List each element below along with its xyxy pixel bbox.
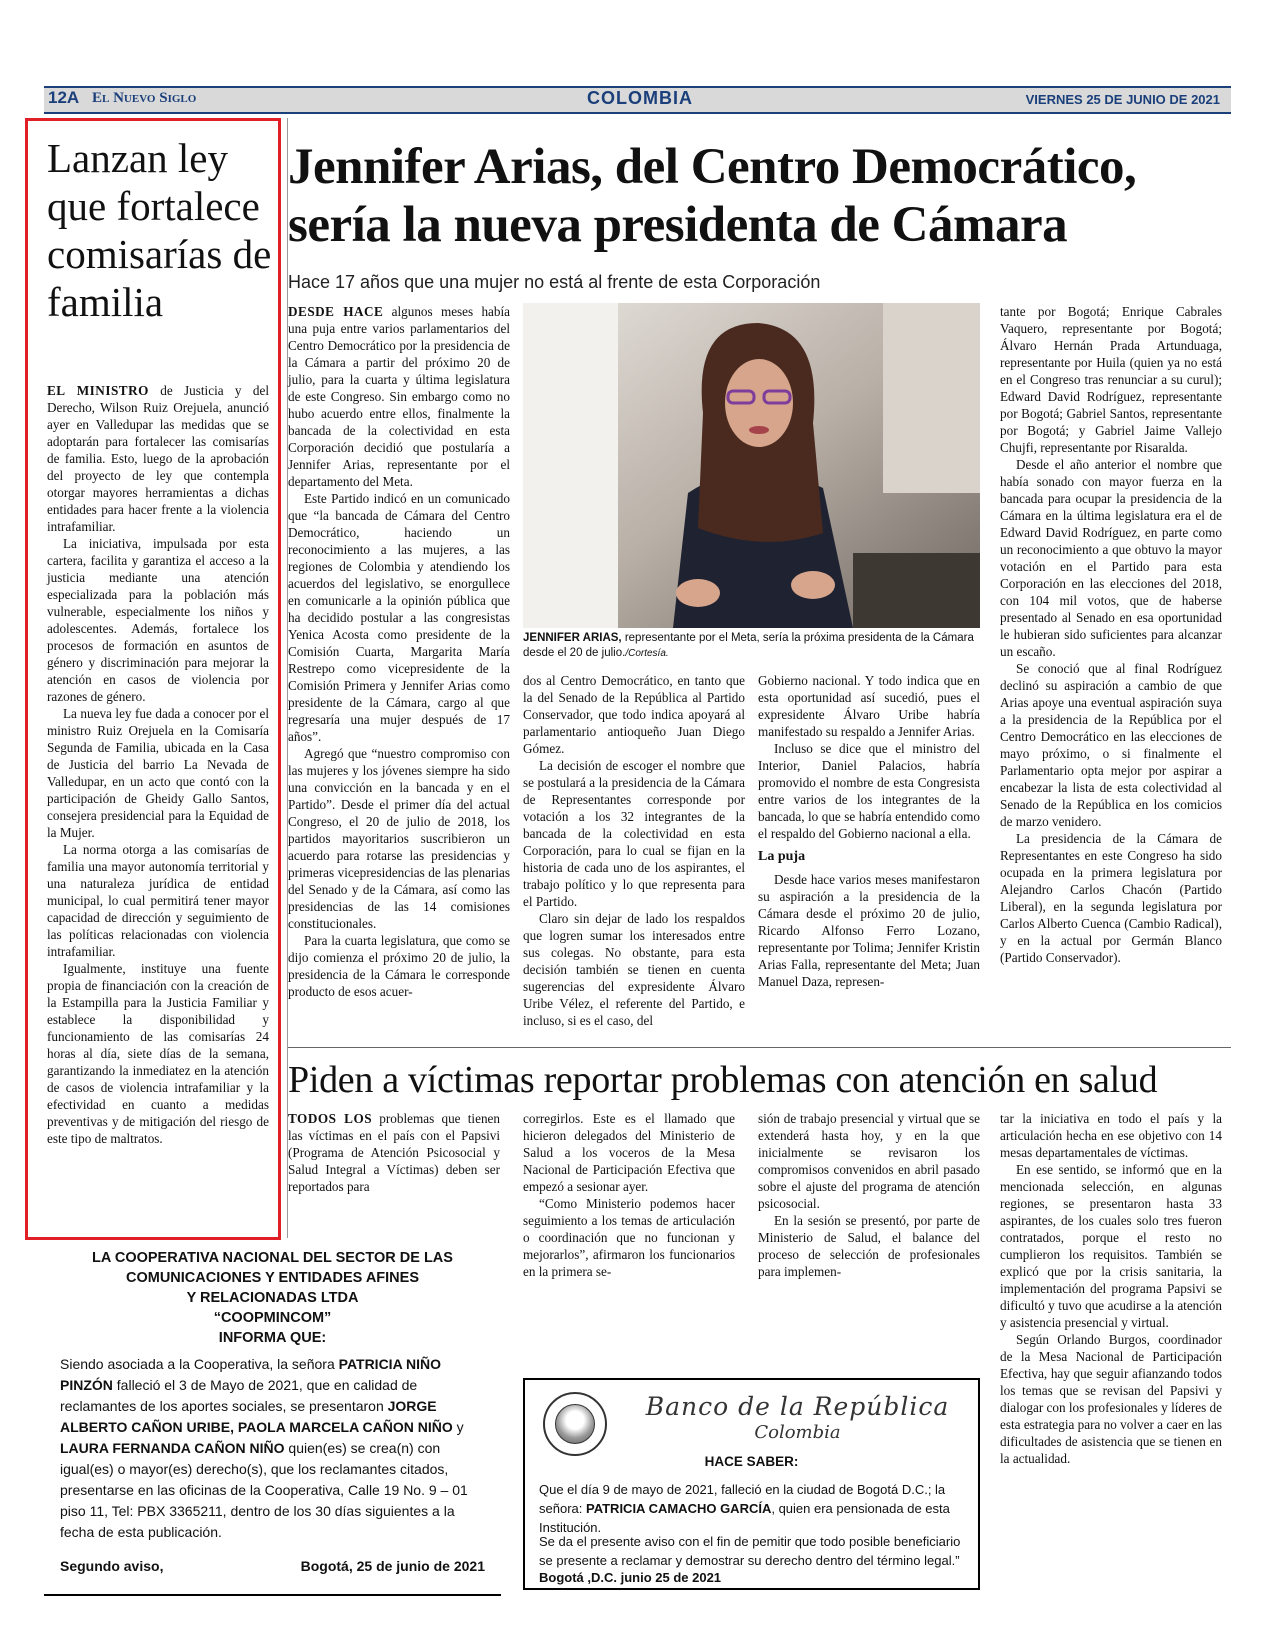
notice1-body <box>44 1354 501 1543</box>
second-c1-p1 <box>288 1110 500 1195</box>
notice1-footer <box>60 1558 485 1574</box>
notice1-line5: INFORMA QUE: <box>218 1330 327 1346</box>
main-c1-p4: Para la cuarta legislatura, que como se dijo comienza el próximo 20 de julio, la presidencia de la Cámara le corresponde producto de esos acuer- <box>288 933 510 999</box>
notice2-p1c: , quien era pensionada de esta Institución. <box>539 1501 950 1535</box>
main-column-3 <box>758 672 980 990</box>
left-story-body <box>47 382 269 1147</box>
notice2-p2: Se da el presente aviso con el fin de pemitir que todo posible beneficiario se presente a reclamar y demostrar su derecho dentro del término legal.” <box>539 1534 961 1568</box>
notice1-t4: quien(es) se crea(n) con igual(es) o mayor(es) derecho(s), que los reclamantes citados, presentarse en las oficinas de la Cooperativa, Calle 19 No. 9 – 01 piso 11, Tel: PBX 3365211, dentro de los 30 días siguientes a la fecha de esta publicación. <box>60 1440 468 1540</box>
main-c1-p1-text: algunos meses había una puja entre varios parlamentarios del Centro Democrático por la presidencia de la Cámara a partir del próximo 20 de julio, para la cuarta y última legislatura de este Congreso. Sin embargo como no hubo acuerdo entre ellos, finalmente la bancada de la colectividad en esta Corporación decidió que postularía a Jennifer Arias, representante por el departamento del Meta. <box>288 304 511 489</box>
story-photo <box>523 303 980 628</box>
notice1-t2: falleció el 3 de Mayo de 2021, que en calidad de reclamantes de los aportes sociales, se presentaron <box>60 1377 418 1414</box>
main-subhead: La puja <box>758 849 806 864</box>
main-subheadline: Hace 17 años que una mujer no está al frente de esta Corporación <box>288 272 821 292</box>
main-c1-p2: Este Partido indicó en un comunicado que “la bancada de Cámara del Centro Democrático, haciendo un reconocimiento a las mujeres, a las regiones de Colombia y atendiendo los acuerdos del legislativo, se enorgullece en comunicarle a la opinión pública que ha decidido postular a las congresistas Yenica Acosta como presidente de la Comisión Cuarta, Margarita María Restrepo como vicepresidente de la Comisión Primera y Jennifer Arias como presidente de la Cámara, cargo al que regresaría una mujer después de 17 años”. <box>288 491 510 744</box>
left-story-p1 <box>47 382 269 535</box>
second-c4-p1: tar la iniciativa en todo el país y la articulación hecha en ese objetivo con 14 mesas departamentales de víctimas. <box>1000 1111 1222 1160</box>
bank-seal-icon <box>543 1392 607 1456</box>
second-c2-p1: corregirlos. Este es el llamado que hicieron delegados del Ministerio de Salud a los voceros de la Mesa Nacional de Participación Efectiva que empezó a sesionar ayer. <box>523 1111 735 1194</box>
notice2-p1 <box>539 1480 964 1537</box>
notice1-bottom-rule <box>44 1594 501 1596</box>
second-column-2 <box>523 1110 735 1280</box>
notice1-line3: Y RELACIONADAS LTDA <box>186 1290 359 1306</box>
bank-name: Banco de la República <box>645 1392 950 1421</box>
main-c3-p1: Gobierno nacional. Y todo indica que en esta oportunidad así sucedió, pues el expresidente Álvaro Uribe habría manifestado su respaldo a Jennifer Arias. <box>758 673 980 739</box>
notice1-line2: COMUNICACIONES Y ENTIDADES AFINES <box>126 1270 419 1286</box>
left-story-p1-text: de Justicia y del Derecho, Wilson Ruiz Orejuela, anunció ayer en Valledupar las medidas que se adoptarán para fortalecer las comisarías de familia. Esto, luego de la aprobación del proyecto de ley que contempla otorgar mayores herramientas a dichas entidades para hacer frente a la violencia intrafamiliar. <box>47 383 269 534</box>
second-column-3 <box>758 1110 980 1280</box>
main-c2-p1: dos al Centro Democrático, en tanto que la del Senado de la República al Partido Conservador, que todo indica apoyará al parlamentario antioqueño Juan Diego Gómez. <box>523 673 745 756</box>
notice2-p1a: Que el día 9 de mayo de 2021, falleció en la ciudad de Bogotá D.C.; la señora: <box>539 1482 946 1516</box>
second-column-1 <box>288 1110 500 1195</box>
notice2-footer: Bogotá ,D.C. junio 25 de 2021 <box>539 1570 722 1585</box>
photo-caption <box>523 631 980 661</box>
left-story-p4: La norma otorga a las comisarías de familia una mayor autonomía territorial y una naturaleza jurídica de entidad municipal, lo cual permitirá tener mayor capacidad de dirección y seguimiento de las políticas relacionadas con violencia intrafamiliar. <box>47 842 269 959</box>
main-c4-p4: La presidencia de la Cámara de Representantes en este Congreso ha sido ocupada en la primera legislatura por Alejandro Carlos Chacón (Partido Liberal), en la segunda legislatura por Carlos Alberto Cuenca (Cambio Radical), y en la actual por Germán Blanco (Partido Conservador). <box>1000 831 1222 965</box>
notice1-header <box>44 1240 501 1348</box>
notice1-line1: LA COOPERATIVA NACIONAL DEL SECTOR DE LAS <box>92 1250 453 1266</box>
notice1-foot-right: Bogotá, 25 de junio de 2021 <box>300 1558 485 1574</box>
second-c2-p2: “Como Ministerio podemos hacer seguimiento a los temas de articulación o coordinación que no funcionan y mejorarlos”, afirmaron los funcionarios en la primera se- <box>523 1196 735 1279</box>
main-column-1 <box>288 303 510 1000</box>
caption-credit: /Cortesía. <box>625 648 669 659</box>
section-divider <box>288 1047 1231 1048</box>
second-column-4 <box>1000 1110 1222 1467</box>
main-c3-p2: Incluso se dice que el ministro del Interior, Daniel Palacios, habría promovido el nombre de esta Congresista entre varios de los integrantes de la bancada, lo que se habría entendido como el respaldo del Gobierno nacional a ella. <box>758 741 980 841</box>
main-c1-p3: Agregó que “nuestro compromiso con las mujeres y los jóvenes siempre ha sido una convicción en la bancada y en el Partido”. Desde el primer día del actual Congreso, el 20 de julio de 2018, los partidos mayoritarios suscribieron un acuerdo para rotarse las presidencias y primeras vicepresidencias de las plenarias del Senado y de la Cámara, así como las presidencias de las 14 comisiones constitucionales. <box>288 746 510 931</box>
issue-date: VIERNES 25 DE JUNIO DE 2021 <box>1025 92 1220 107</box>
caption-name: JENNIFER ARIAS, <box>523 632 622 644</box>
left-story-headline: Lanzan ley que fortalece comisarías de familia <box>47 135 272 325</box>
notice1-b2: JORGE ALBERTO CAÑON URIBE, PAOLA MARCELA CAÑON NIÑO <box>60 1398 453 1435</box>
second-c3-p1: sión de trabajo presencial y virtual que se extenderá hasta hoy, y en la que inicialmente se revisaron los compromisos convenidos en abril pasado sobre el ajuste del programa de atención psicosocial. <box>758 1111 980 1211</box>
main-column-2 <box>523 672 745 1029</box>
main-c4-p3: Se conoció que al final Rodríguez declinó su aspiración a cambio de que Arias apoye una eventual aspiración suya a la presidencia de la República por el Centro Democrático en las elecciones de mayo próximo, o si finalmente el Parlamentario opta mejor por aspirar a encabezar la lista de esta colectividad al Senado de la República en los comicios de marzo venidero. <box>1000 661 1222 829</box>
masthead: El Nuevo Siglo <box>92 90 197 106</box>
second-c1-p1-text: problemas que tienen las víctimas en el país con el Papsivi (Programa de Atención Psicosocial y Salud Integral a Víctimas) deben ser reportados para <box>288 1111 500 1194</box>
page-number: 12A <box>48 88 80 107</box>
main-headline: Jennifer Arias, del Centro Democrático, sería la nueva presidenta de Cámara <box>288 139 1137 253</box>
notice1-line4: “COOPMINCOM” <box>213 1310 332 1326</box>
caption-text: representante por el Meta, sería la próxima presidenta de la Cámara desde el 20 de julio. <box>523 632 974 659</box>
main-lead: DESDE HACE <box>288 304 384 319</box>
notice1-t3: y <box>452 1419 464 1435</box>
second-c3-p2: En la sesión se presentó, por parte de Ministerio de Salud, el balance del proceso de selección de profesionales para implemen- <box>758 1213 980 1279</box>
main-c4-p2: Desde el año anterior el nombre que había sonado con mayor fuerza en la bancada para ocupar la presidencia de la Cámara en la última legislatura era el de Edward David Rodríguez, en parte como un reconocimiento a que obtuvo la mayor votación en el Partido para esta Corporación en las elecciones del 2018, con 104 mil votos, que de haberse presentado al Senado en esa oportunidad le hubieran sido suficientes para alcanzar un escaño. <box>1000 457 1222 659</box>
coopmincom-notice <box>44 1240 501 1590</box>
notice2-p1b: PATRICIA CAMACHO GARCÍA <box>585 1501 772 1516</box>
left-story-p2: La iniciativa, impulsada por esta cartera, facilita y garantiza el acceso a la justicia mediante una atención especializada para la población más vulnerable, especialmente los niños y adolescentes. Además, fortalece los procesos de formación en asuntos de género y discriminación para mejorar la atención en casos de violencia por razones de género. <box>47 536 269 704</box>
left-story-p3: La nueva ley fue dada a conocer por el ministro Ruiz Orejuela en la Comisaría Segunda de Familia, ubicada en la Casa de Justicia del barrio La Nevada de Valledupar, en un acto que contó con la participación de Gheidy Gallo Santos, consejera presidencial para la Equidad de la Mujer. <box>47 706 269 840</box>
bank-country: Colombia <box>754 1422 841 1443</box>
notice1-foot-left: Segundo aviso, <box>60 1558 164 1574</box>
banco-republica-notice <box>523 1378 980 1590</box>
main-c4-p1: tante por Bogotá; Enrique Cabrales Vaquero, representante por Bogotá; Álvaro Hernán Prada Artunduaga, representante por Huila (quien ya no está en el Congreso tras renunciar a su curul); Edward David Rodríguez, representante por Bogotá; Gabriel Santos, representante por Bogotá; y Gabriel Jaime Vallejo Chujfi, representante por Risaralda. <box>1000 304 1222 455</box>
second-headline: Piden a víctimas reportar problemas con atención en salud <box>288 1059 1158 1101</box>
seal-portrait <box>555 1404 595 1444</box>
notice1-b3: LAURA FERNANDA CAÑON NIÑO <box>60 1440 285 1456</box>
notice2-title: HACE SABER: <box>704 1454 799 1469</box>
left-story-lead: EL MINISTRO <box>47 383 149 398</box>
photo-illustration <box>523 303 980 628</box>
main-c3-p3: Desde hace varios meses manifestaron su aspiración a la presidencia de la Cámara desde el próximo 20 de julio, Ricardo Alfonso Ferro Lozano, representante por Tolima; Jennifer Kristin Arias Falla, representante del Meta; Juan Manuel Daza, represen- <box>758 872 980 989</box>
second-c4-p3: Según Orlando Burgos, coordinador de la Mesa Nacional de Participación Efectiva, hay que seguir afianzando todos los temas que se revisan del Papsivi y dialogar con los profesionales y líderes de esta estrategia para no volver a caer en las dificultades de asistencia que se tienen en la actualidad. <box>1000 1332 1222 1466</box>
main-c1-p1 <box>288 303 510 490</box>
second-lead: TODOS LOS <box>288 1111 373 1126</box>
main-c2-p2: La decisión de escoger el nombre que se postulará a la presidencia de la Cámara de Representantes corresponde por votación a los 32 integrantes de la bancada de la colectividad en esta Corporación, para lo cual se fijan en la historia de cada uno de los aspirantes, el trabajo político y lo que representa para el Partido. <box>523 758 745 909</box>
second-c4-p2: En ese sentido, se informó que en la mencionada selección, en algunas regiones, se presentaron hasta 33 aspirantes, de los cuales solo tres fueron contratados, porque el resto no cumplieron los requisitos. También se explicó que por la crisis sanitaria, la implementación del programa Papsivi se dificultó y tuvo que acudirse a la atención y asistencia presencial y virtual. <box>1000 1162 1222 1330</box>
main-column-4 <box>1000 303 1222 966</box>
notice1-t1: Siendo asociada a la Cooperativa, la señora <box>60 1356 339 1372</box>
main-c2-p3: Claro sin dejar de lado los respaldos que logren sumar los interesados entre sus colegas. No obstante, para esta decisión también se tienen en cuenta sugerencias del expresidente Álvaro Uribe Vélez, el referente del Partido, e incluso, si es el caso, del <box>523 911 745 1028</box>
section-title: COLOMBIA <box>587 88 693 108</box>
notice1-b1: PATRICIA NIÑO PINZÓN <box>60 1356 442 1393</box>
left-story-p5: Igualmente, instituye una fuente propia de financiación con la creación de la Estampilla para la Justicia Familiar y establece la disponibilidad y funcionamiento de las comisarías 24 horas al día, siete días de la semana, garantizando la inmediatez en la atención de casos de violencia intrafamiliar y la efectividad en cuanto a medidas preventivas y de mitigación del riesgo de este tipo de maltratos. <box>47 961 269 1146</box>
